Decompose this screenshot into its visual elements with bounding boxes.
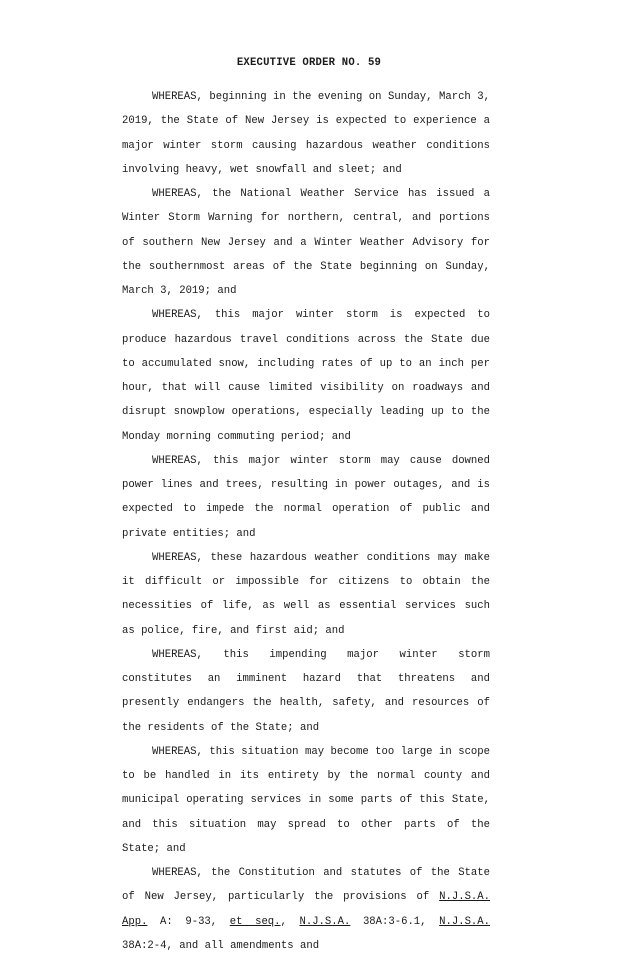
paragraph-8 bbox=[122, 861, 490, 958]
paragraph-8-text-2: A: 9-33, bbox=[147, 915, 230, 928]
paragraph-5: WHEREAS, these hazardous weather conditions may make it difficult or impossible for citizens to obtain the necessities of life, as well as essential services such as police, fire, and first aid; and bbox=[122, 551, 490, 637]
document-body bbox=[122, 85, 490, 958]
paragraph-8-text-4: 38A:3-6.1, bbox=[350, 915, 440, 928]
paragraph-4: WHEREAS, this major winter storm may cause downed power lines and trees, resulting in power outages, and is expected to impede the normal operation of public and private entities; and bbox=[122, 454, 490, 540]
paragraph-3: WHEREAS, this major winter storm is expected to produce hazardous travel conditions across the State due to accumulated snow, including rates of up to an inch per hour, that will cause limited visibility on roadways and disrupt snowplow operations, especially leading up to the Monday morning commuting period; and bbox=[122, 309, 490, 443]
paragraph-7: WHEREAS, this situation may become too large in scope to be handled in its entirety by the normal county and municipal operating services in some parts of this State, and this situation may spread to other parts of the State; and bbox=[122, 745, 490, 855]
paragraph-1: WHEREAS, beginning in the evening on Sunday, March 3, 2019, the State of New Jersey is expected to experience a major winter storm causing hazardous weather conditions involving heavy, wet snowfall and sleet; and bbox=[122, 91, 490, 176]
citation-et-seq: et seq. bbox=[229, 915, 281, 928]
paragraph-8-text-3: , bbox=[280, 915, 300, 928]
paragraph-6: WHEREAS, this impending major winter storm constitutes an imminent hazard that threatens and presently endangers the health, safety, and resources of the residents of the State; and bbox=[122, 648, 490, 734]
document-title: EXECUTIVE ORDER NO. 59 bbox=[236, 57, 382, 69]
paragraph-8-text-1: WHEREAS, the Constitution and statutes of the State of New Jersey, particularly the provisions of bbox=[122, 867, 490, 904]
citation-njsa-1: N.J.S.A. bbox=[299, 915, 351, 928]
citation-njsa-app: N.J.S.A. App. bbox=[122, 891, 490, 928]
paragraph-8-text-5: 38A:2-4, and all amendments and bbox=[122, 939, 320, 952]
paragraph-2: WHEREAS, the National Weather Service has issued a Winter Storm Warning for northern, central, and portions of southern New Jersey and a Winter Weather Advisory for the southernmost areas of the State beginning on Sunday, March 3, 2019; and bbox=[122, 188, 490, 297]
citation-njsa-2: N.J.S.A. bbox=[439, 915, 490, 928]
